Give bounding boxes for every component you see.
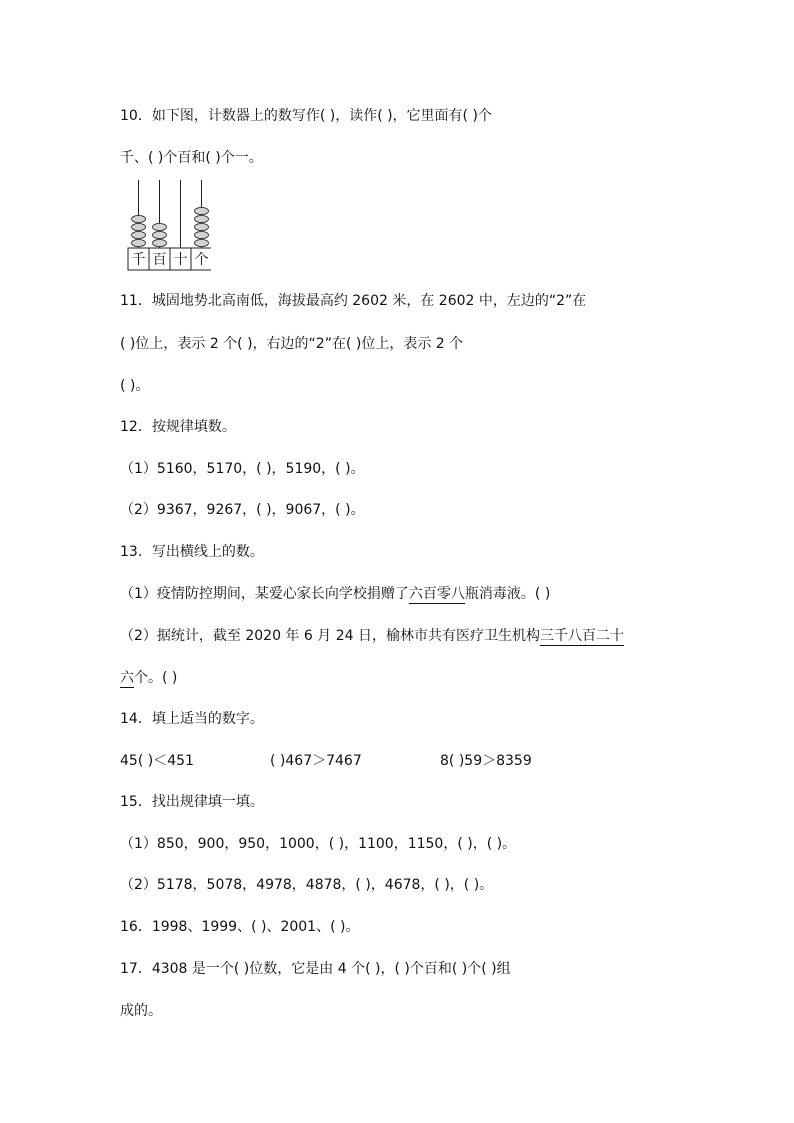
- abacus-bead: [132, 231, 146, 238]
- q12-part-1: （1）5160，5170，( )，5190，( )。: [120, 461, 365, 477]
- q15-title: 15．找出规律填一填。: [120, 794, 264, 810]
- q17-line-1: 17．4308 是一个( )位数，它是由 4 个( )，( )个百和( )个( )组: [120, 961, 511, 977]
- abacus-bead: [195, 223, 209, 230]
- q13-part-2-underlined-cont: 六: [120, 670, 134, 686]
- q13-part-2: [120, 627, 624, 645]
- abacus-bead: [132, 239, 146, 246]
- q13-part-1-post: 瓶消毒液。( ): [464, 586, 551, 602]
- abacus-bead: [195, 207, 209, 214]
- q12-title: 12．按规律填数。: [120, 419, 236, 435]
- q12-part-2: （2）9367，9267，( )，9067，( )。: [120, 502, 365, 518]
- abacus-rods: [139, 180, 202, 248]
- q13-part-1-pre: （1）疫情防控期间，某爱心家长向学校捐赠了: [120, 586, 409, 602]
- q10-line-1: 10．如下图，计数器上的数写作( )，读作( )，它里面有( )个: [120, 108, 492, 124]
- abacus-bead: [195, 239, 209, 246]
- abacus-place-label: 十: [173, 252, 188, 268]
- q15-part-2: （2）5178，5078，4978，4878，( )，4678，( )，( )。: [120, 877, 494, 893]
- q13-part-2-cont: [120, 669, 177, 687]
- q14-title: 14．填上适当的数字。: [120, 711, 264, 727]
- abacus-bead: [153, 239, 167, 246]
- q16-text: 16．1998、1999、( )、2001、( )。: [120, 919, 360, 935]
- q15-part-1: （1）850，900，950，1000，( )，1100，1150，( )，( )。: [120, 836, 517, 852]
- abacus-place-label: 百: [152, 252, 167, 268]
- q10-line-2: 千、( )个百和( )个一。: [120, 150, 263, 166]
- abacus-place-label: 个: [194, 252, 209, 268]
- q13-part-1-underlined: 六百零八: [408, 586, 465, 602]
- q14-item-a: 45( )＜451: [120, 753, 194, 769]
- q13-part-2-underlined: 三千八百二十: [539, 628, 624, 644]
- abacus-bead: [132, 223, 146, 230]
- abacus-place-label: 千: [131, 252, 146, 268]
- abacus-bead: [153, 223, 167, 230]
- q14-item-c: 8( )59＞8359: [440, 753, 532, 769]
- abacus-figure: [127, 178, 211, 272]
- q13-title: 13．写出横线上的数。: [120, 544, 264, 560]
- abacus-place-labels: [128, 248, 211, 270]
- q13-part-2-post: 个。( ): [134, 670, 178, 686]
- abacus-beads: [132, 207, 209, 246]
- abacus-bead: [195, 231, 209, 238]
- q17-line-2: 成的。: [120, 1003, 162, 1019]
- q11-line-2: ( )位上，表示 2 个( )，右边的“2”在( )位上，表示 2 个: [120, 336, 464, 352]
- abacus-bead: [153, 231, 167, 238]
- q14-item-b: ( )467＞7467: [270, 753, 362, 769]
- q11-line-1: 11．城固地势北高南低，海拔最高约 2602 米，在 2602 中，左边的“2”在: [120, 293, 587, 309]
- q13-part-1: [120, 585, 550, 603]
- abacus-bead: [132, 215, 146, 222]
- q13-part-2-pre: （2）据统计，截至 2020 年 6 月 24 日，榆林市共有医疗卫生机构: [120, 628, 540, 644]
- abacus-bead: [195, 215, 209, 222]
- q11-line-3: ( )。: [120, 378, 150, 394]
